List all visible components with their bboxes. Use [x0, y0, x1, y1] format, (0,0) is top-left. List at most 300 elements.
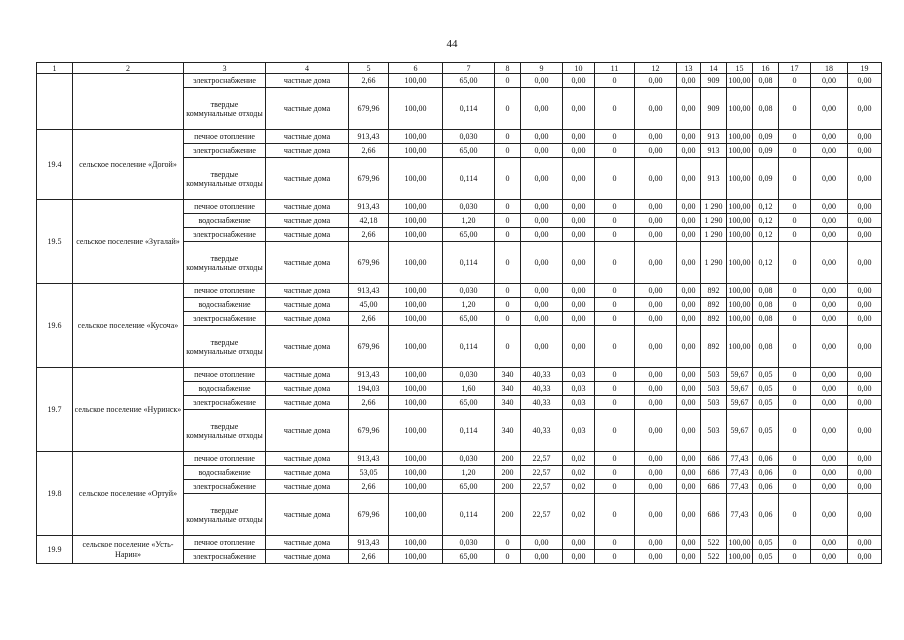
value-cell: 100,00 — [727, 200, 753, 214]
settlement-name-cell: сельское поселение «Ортуй» — [73, 452, 184, 536]
value-cell: 0 — [595, 368, 635, 382]
value-cell: 200 — [495, 466, 521, 480]
value-cell: 1,20 — [443, 466, 495, 480]
value-cell: 522 — [701, 536, 727, 550]
value-cell: 0,00 — [635, 382, 677, 396]
housing-type-cell: частные дома — [266, 368, 349, 382]
value-cell: 0,00 — [563, 550, 595, 564]
value-cell: 77,43 — [727, 466, 753, 480]
value-cell: 0 — [495, 228, 521, 242]
value-cell: 100,00 — [389, 494, 443, 536]
value-cell: 0 — [779, 494, 811, 536]
value-cell: 0,00 — [635, 326, 677, 368]
table-row — [37, 368, 882, 382]
value-cell: 340 — [495, 368, 521, 382]
value-cell: 65,00 — [443, 396, 495, 410]
value-cell: 0 — [495, 298, 521, 312]
value-cell: 0,00 — [521, 284, 563, 298]
value-cell: 0,00 — [811, 452, 848, 466]
value-cell: 40,33 — [521, 368, 563, 382]
value-cell: 0,00 — [811, 550, 848, 564]
value-cell: 522 — [701, 550, 727, 564]
value-cell: 0,00 — [677, 144, 701, 158]
housing-type-cell: частные дома — [266, 200, 349, 214]
value-cell: 0,00 — [563, 284, 595, 298]
value-cell: 679,96 — [349, 494, 389, 536]
service-cell: электроснабжение — [184, 396, 266, 410]
column-header: 17 — [779, 63, 811, 74]
housing-type-cell: частные дома — [266, 228, 349, 242]
value-cell: 0 — [495, 550, 521, 564]
column-header: 12 — [635, 63, 677, 74]
value-cell: 0,00 — [635, 88, 677, 130]
value-cell: 0,03 — [563, 382, 595, 396]
value-cell: 0 — [495, 326, 521, 368]
value-cell: 0,030 — [443, 200, 495, 214]
value-cell: 0,00 — [811, 228, 848, 242]
value-cell: 0,00 — [848, 242, 882, 284]
value-cell: 100,00 — [727, 284, 753, 298]
service-cell: твердые коммунальные отходы — [184, 158, 266, 200]
value-cell: 0,00 — [677, 452, 701, 466]
housing-type-cell: частные дома — [266, 242, 349, 284]
data-table — [36, 62, 882, 564]
value-cell: 892 — [701, 284, 727, 298]
value-cell: 59,67 — [727, 368, 753, 382]
value-cell: 0 — [595, 298, 635, 312]
value-cell: 0 — [595, 242, 635, 284]
value-cell: 0,00 — [848, 410, 882, 452]
table-body — [37, 63, 882, 564]
value-cell: 1,60 — [443, 382, 495, 396]
value-cell: 0,114 — [443, 88, 495, 130]
settlement-name-cell: сельское поселение «Догой» — [73, 130, 184, 200]
housing-type-cell: частные дома — [266, 466, 349, 480]
value-cell: 340 — [495, 410, 521, 452]
value-cell: 0 — [595, 326, 635, 368]
value-cell: 686 — [701, 452, 727, 466]
value-cell: 100,00 — [389, 312, 443, 326]
value-cell: 0,030 — [443, 452, 495, 466]
value-cell: 913,43 — [349, 284, 389, 298]
value-cell: 0,114 — [443, 158, 495, 200]
value-cell: 0,00 — [635, 200, 677, 214]
value-cell: 913,43 — [349, 130, 389, 144]
value-cell: 0,00 — [563, 130, 595, 144]
service-cell: печное отопление — [184, 368, 266, 382]
value-cell: 100,00 — [727, 130, 753, 144]
value-cell: 0,00 — [563, 144, 595, 158]
group-id-cell: 19.9 — [37, 536, 73, 564]
value-cell: 0,00 — [635, 368, 677, 382]
value-cell: 0,05 — [753, 382, 779, 396]
value-cell: 0,00 — [521, 312, 563, 326]
value-cell: 65,00 — [443, 550, 495, 564]
service-cell: электроснабжение — [184, 550, 266, 564]
value-cell: 0,00 — [521, 326, 563, 368]
value-cell: 0 — [495, 144, 521, 158]
value-cell: 909 — [701, 88, 727, 130]
value-cell: 0,00 — [521, 228, 563, 242]
value-cell: 100,00 — [389, 466, 443, 480]
value-cell: 0,00 — [848, 550, 882, 564]
value-cell: 0,00 — [811, 242, 848, 284]
page-number: 44 — [446, 38, 458, 50]
value-cell: 100,00 — [727, 312, 753, 326]
value-cell: 100,00 — [389, 158, 443, 200]
value-cell: 0,00 — [521, 536, 563, 550]
housing-type-cell: частные дома — [266, 74, 349, 88]
value-cell: 0 — [595, 452, 635, 466]
value-cell: 0 — [495, 214, 521, 228]
value-cell: 0 — [779, 158, 811, 200]
housing-type-cell: частные дома — [266, 298, 349, 312]
value-cell: 0,114 — [443, 326, 495, 368]
value-cell: 2,66 — [349, 550, 389, 564]
value-cell: 0 — [779, 410, 811, 452]
group-id-cell: 19.8 — [37, 452, 73, 536]
value-cell: 0,00 — [811, 312, 848, 326]
value-cell: 77,43 — [727, 494, 753, 536]
value-cell: 0,00 — [848, 466, 882, 480]
value-cell: 0 — [779, 452, 811, 466]
value-cell: 0 — [495, 536, 521, 550]
value-cell: 0 — [779, 312, 811, 326]
value-cell: 0 — [595, 494, 635, 536]
value-cell: 100,00 — [389, 298, 443, 312]
value-cell: 0 — [495, 200, 521, 214]
value-cell: 42,18 — [349, 214, 389, 228]
value-cell: 0,114 — [443, 494, 495, 536]
value-cell: 100,00 — [727, 326, 753, 368]
group-id-cell — [37, 74, 73, 130]
service-cell: печное отопление — [184, 284, 266, 298]
value-cell: 892 — [701, 326, 727, 368]
value-cell: 0,00 — [635, 130, 677, 144]
value-cell: 22,57 — [521, 480, 563, 494]
value-cell: 0,00 — [563, 298, 595, 312]
value-cell: 0 — [595, 396, 635, 410]
value-cell: 0,09 — [753, 144, 779, 158]
value-cell: 0,00 — [848, 144, 882, 158]
value-cell: 0,00 — [563, 158, 595, 200]
value-cell: 0,12 — [753, 200, 779, 214]
value-cell: 0 — [495, 74, 521, 88]
value-cell: 0,06 — [753, 480, 779, 494]
value-cell: 0,00 — [848, 368, 882, 382]
housing-type-cell: частные дома — [266, 88, 349, 130]
value-cell: 0,00 — [563, 200, 595, 214]
value-cell: 0,00 — [811, 284, 848, 298]
value-cell: 0,08 — [753, 284, 779, 298]
value-cell: 0,02 — [563, 452, 595, 466]
value-cell: 40,33 — [521, 410, 563, 452]
value-cell: 0,00 — [563, 228, 595, 242]
value-cell: 65,00 — [443, 312, 495, 326]
value-cell: 909 — [701, 74, 727, 88]
value-cell: 2,66 — [349, 312, 389, 326]
column-header: 14 — [701, 63, 727, 74]
value-cell: 0,00 — [677, 466, 701, 480]
value-cell: 0,00 — [811, 494, 848, 536]
value-cell: 0,00 — [521, 74, 563, 88]
value-cell: 0,00 — [811, 88, 848, 130]
value-cell: 0,03 — [563, 396, 595, 410]
service-cell: твердые коммунальные отходы — [184, 242, 266, 284]
value-cell: 65,00 — [443, 74, 495, 88]
value-cell: 0,00 — [848, 214, 882, 228]
service-cell: твердые коммунальные отходы — [184, 326, 266, 368]
value-cell: 0 — [595, 284, 635, 298]
value-cell: 0,00 — [635, 228, 677, 242]
service-cell: электроснабжение — [184, 228, 266, 242]
value-cell: 0,00 — [521, 130, 563, 144]
table-row — [37, 130, 882, 144]
value-cell: 0,00 — [521, 158, 563, 200]
value-cell: 0,00 — [811, 368, 848, 382]
value-cell: 100,00 — [389, 214, 443, 228]
value-cell: 45,00 — [349, 298, 389, 312]
value-cell: 0,06 — [753, 466, 779, 480]
column-header: 11 — [595, 63, 635, 74]
value-cell: 100,00 — [389, 144, 443, 158]
value-cell: 100,00 — [389, 74, 443, 88]
value-cell: 100,00 — [389, 200, 443, 214]
service-cell: электроснабжение — [184, 74, 266, 88]
value-cell: 0,05 — [753, 550, 779, 564]
housing-type-cell: частные дома — [266, 382, 349, 396]
value-cell: 0,00 — [848, 88, 882, 130]
value-cell: 100,00 — [389, 284, 443, 298]
value-cell: 0,00 — [677, 130, 701, 144]
value-cell: 0 — [779, 214, 811, 228]
value-cell: 0,00 — [635, 214, 677, 228]
value-cell: 2,66 — [349, 228, 389, 242]
value-cell: 0,02 — [563, 494, 595, 536]
value-cell: 0,05 — [753, 410, 779, 452]
value-cell: 100,00 — [727, 298, 753, 312]
value-cell: 0,00 — [563, 74, 595, 88]
value-cell: 0,03 — [563, 368, 595, 382]
value-cell: 679,96 — [349, 242, 389, 284]
value-cell: 0,00 — [811, 200, 848, 214]
table-row — [37, 452, 882, 466]
column-header: 3 — [184, 63, 266, 74]
value-cell: 0 — [595, 312, 635, 326]
value-cell: 100,00 — [389, 382, 443, 396]
value-cell: 0,00 — [677, 494, 701, 536]
housing-type-cell: частные дома — [266, 480, 349, 494]
value-cell: 0 — [779, 200, 811, 214]
value-cell: 892 — [701, 298, 727, 312]
value-cell: 0,00 — [848, 396, 882, 410]
value-cell: 0,00 — [677, 214, 701, 228]
service-cell: электроснабжение — [184, 312, 266, 326]
housing-type-cell: частные дома — [266, 410, 349, 452]
value-cell: 0 — [495, 158, 521, 200]
value-cell: 679,96 — [349, 410, 389, 452]
value-cell: 0,00 — [521, 88, 563, 130]
column-header: 1 — [37, 63, 73, 74]
value-cell: 0,00 — [677, 228, 701, 242]
value-cell: 0,08 — [753, 298, 779, 312]
value-cell: 0,05 — [753, 536, 779, 550]
value-cell: 100,00 — [389, 396, 443, 410]
value-cell: 0,00 — [635, 466, 677, 480]
value-cell: 0 — [595, 382, 635, 396]
value-cell: 0,00 — [848, 480, 882, 494]
value-cell: 913,43 — [349, 536, 389, 550]
value-cell: 0,00 — [635, 158, 677, 200]
value-cell: 100,00 — [389, 228, 443, 242]
settlement-name-cell: сельское поселение «Нуринск» — [73, 368, 184, 452]
value-cell: 913,43 — [349, 368, 389, 382]
column-header: 19 — [848, 63, 882, 74]
value-cell: 0,00 — [635, 452, 677, 466]
table-row — [37, 74, 882, 88]
value-cell: 200 — [495, 452, 521, 466]
value-cell: 0,00 — [811, 214, 848, 228]
value-cell: 0,00 — [677, 242, 701, 284]
value-cell: 0,00 — [811, 536, 848, 550]
group-id-cell: 19.6 — [37, 284, 73, 368]
value-cell: 0,00 — [811, 74, 848, 88]
value-cell: 0 — [595, 74, 635, 88]
value-cell: 0,030 — [443, 536, 495, 550]
column-header: 13 — [677, 63, 701, 74]
value-cell: 0,00 — [677, 312, 701, 326]
value-cell: 22,57 — [521, 466, 563, 480]
value-cell: 0,00 — [563, 214, 595, 228]
value-cell: 22,57 — [521, 494, 563, 536]
value-cell: 100,00 — [389, 550, 443, 564]
housing-type-cell: частные дома — [266, 214, 349, 228]
value-cell: 913 — [701, 158, 727, 200]
value-cell: 0,00 — [563, 536, 595, 550]
value-cell: 0,00 — [677, 298, 701, 312]
value-cell: 0,09 — [753, 130, 779, 144]
value-cell: 0,00 — [848, 382, 882, 396]
value-cell: 0 — [779, 298, 811, 312]
value-cell: 2,66 — [349, 396, 389, 410]
value-cell: 0,00 — [848, 74, 882, 88]
value-cell: 0,05 — [753, 396, 779, 410]
value-cell: 0,00 — [677, 326, 701, 368]
value-cell: 0,00 — [635, 74, 677, 88]
group-id-cell: 19.7 — [37, 368, 73, 452]
value-cell: 40,33 — [521, 382, 563, 396]
value-cell: 913,43 — [349, 452, 389, 466]
value-cell: 0,00 — [848, 312, 882, 326]
value-cell: 0 — [779, 466, 811, 480]
value-cell: 0,030 — [443, 130, 495, 144]
value-cell: 0 — [595, 158, 635, 200]
value-cell: 1 290 — [701, 242, 727, 284]
table-row — [37, 200, 882, 214]
value-cell: 0,08 — [753, 312, 779, 326]
value-cell: 0,06 — [753, 494, 779, 536]
value-cell: 0,00 — [635, 494, 677, 536]
value-cell: 0,00 — [677, 158, 701, 200]
value-cell: 0 — [595, 550, 635, 564]
value-cell: 65,00 — [443, 480, 495, 494]
value-cell: 0 — [779, 242, 811, 284]
service-cell: водоснабжение — [184, 214, 266, 228]
value-cell: 100,00 — [727, 158, 753, 200]
value-cell: 0 — [779, 284, 811, 298]
value-cell: 100,00 — [389, 242, 443, 284]
value-cell: 0 — [495, 88, 521, 130]
value-cell: 0,114 — [443, 410, 495, 452]
value-cell: 0 — [779, 88, 811, 130]
value-cell: 0 — [779, 74, 811, 88]
value-cell: 0,00 — [521, 242, 563, 284]
value-cell: 0,00 — [677, 200, 701, 214]
value-cell: 100,00 — [389, 130, 443, 144]
value-cell: 0,00 — [811, 144, 848, 158]
housing-type-cell: частные дома — [266, 144, 349, 158]
value-cell: 0 — [495, 284, 521, 298]
column-header: 6 — [389, 63, 443, 74]
value-cell: 100,00 — [389, 480, 443, 494]
value-cell: 100,00 — [389, 410, 443, 452]
value-cell: 2,66 — [349, 74, 389, 88]
value-cell: 100,00 — [389, 536, 443, 550]
value-cell: 59,67 — [727, 410, 753, 452]
value-cell: 0 — [779, 382, 811, 396]
value-cell: 892 — [701, 312, 727, 326]
value-cell: 65,00 — [443, 144, 495, 158]
column-header: 10 — [563, 63, 595, 74]
value-cell: 0,00 — [811, 396, 848, 410]
value-cell: 0,00 — [677, 74, 701, 88]
value-cell: 0 — [595, 200, 635, 214]
column-header: 2 — [73, 63, 184, 74]
housing-type-cell: частные дома — [266, 536, 349, 550]
value-cell: 0,00 — [521, 550, 563, 564]
value-cell: 0,00 — [635, 536, 677, 550]
housing-type-cell: частные дома — [266, 396, 349, 410]
value-cell: 0,00 — [848, 158, 882, 200]
value-cell: 0,00 — [635, 284, 677, 298]
value-cell: 0,00 — [563, 312, 595, 326]
value-cell: 503 — [701, 396, 727, 410]
value-cell: 0 — [595, 144, 635, 158]
value-cell: 0 — [595, 130, 635, 144]
service-cell: твердые коммунальные отходы — [184, 88, 266, 130]
value-cell: 0 — [595, 536, 635, 550]
value-cell: 0,00 — [563, 326, 595, 368]
value-cell: 77,43 — [727, 452, 753, 466]
value-cell: 686 — [701, 480, 727, 494]
value-cell: 100,00 — [727, 536, 753, 550]
value-cell: 686 — [701, 494, 727, 536]
value-cell: 1,20 — [443, 298, 495, 312]
value-cell: 0,00 — [635, 312, 677, 326]
value-cell: 0,00 — [848, 536, 882, 550]
value-cell: 0,00 — [848, 284, 882, 298]
column-header: 4 — [266, 63, 349, 74]
value-cell: 2,66 — [349, 480, 389, 494]
value-cell: 1 290 — [701, 200, 727, 214]
value-cell: 0,02 — [563, 480, 595, 494]
value-cell: 0,00 — [811, 382, 848, 396]
column-header: 7 — [443, 63, 495, 74]
housing-type-cell: частные дома — [266, 158, 349, 200]
value-cell: 0,114 — [443, 242, 495, 284]
value-cell: 0 — [495, 130, 521, 144]
value-cell: 0,00 — [848, 228, 882, 242]
